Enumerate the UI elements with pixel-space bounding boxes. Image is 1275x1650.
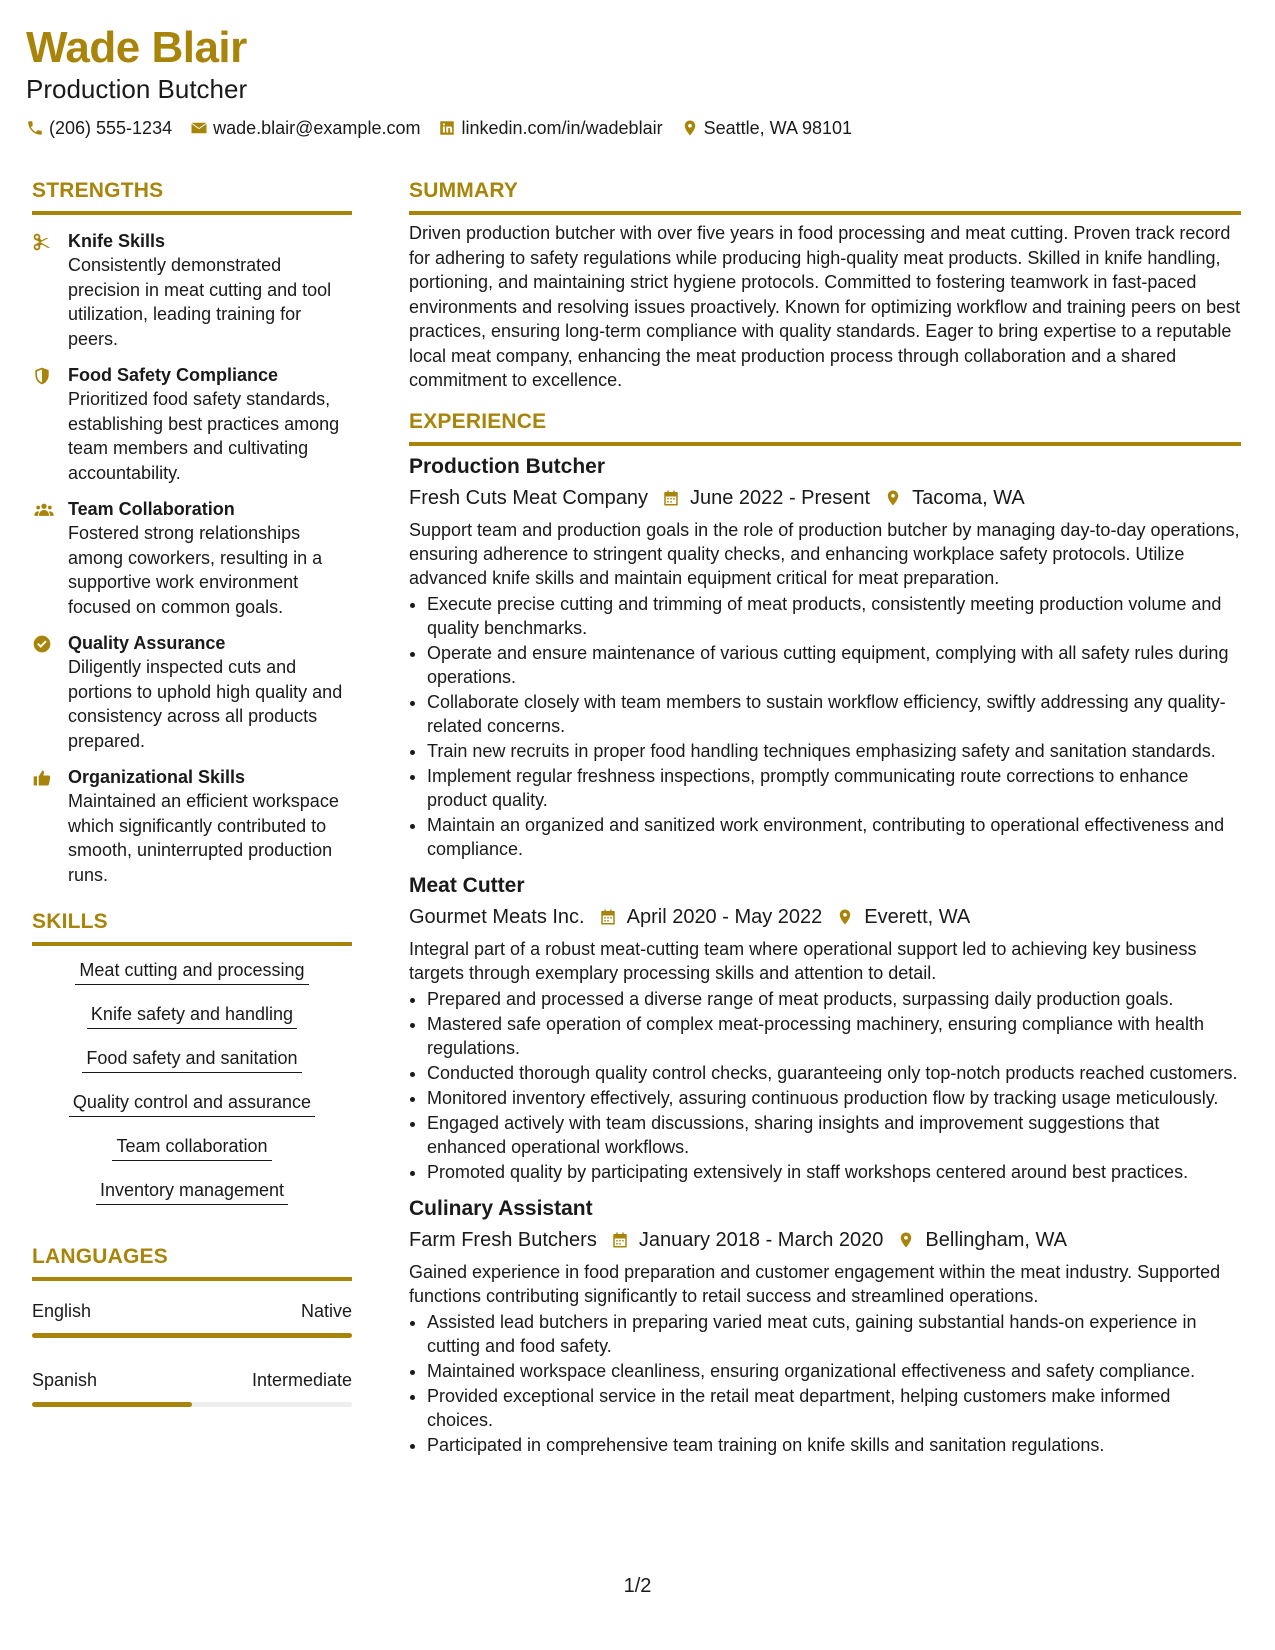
map-pin-icon [836, 908, 854, 926]
job-dates: April 2020 - May 2022 [626, 905, 823, 928]
skill-tag: Quality control and assurance [69, 1090, 315, 1117]
language-item [32, 1368, 352, 1407]
linkedin-icon [438, 119, 456, 137]
job-dates: June 2022 - Present [689, 486, 871, 509]
strengths-heading: STRENGTHS [32, 179, 164, 202]
bullet-item: • Engaged actively with team discussions, sharing insights and improvement suggestions that enhanced operational workflows. [427, 1111, 1241, 1159]
skill-tag: Knife safety and handling [87, 1002, 297, 1029]
contact-linkedin[interactable] [438, 116, 662, 140]
job-meta [409, 904, 1241, 930]
language-level: Intermediate [251, 1370, 352, 1390]
job-entry [409, 454, 1241, 861]
job-bullets [409, 592, 1241, 861]
section-divider [32, 211, 352, 215]
skills-heading: SKILLS [32, 910, 108, 933]
location-text: Seattle, WA 98101 [703, 118, 853, 138]
strength-title: Organizational Skills [68, 767, 246, 787]
strength-item [32, 497, 352, 619]
job-title: Culinary Assistant [409, 1196, 593, 1220]
map-pin-icon [897, 1231, 915, 1249]
strength-title: Knife Skills [68, 231, 166, 251]
job-bullets [409, 1310, 1241, 1457]
summary-text: Driven production butcher with over five years in food processing and meat cutting. Proven track record for adhering to safety regulations while producing high-quality meat products. Skilled in knife handling, portioning, and maintaining strict hygiene protocols. Committed to fostering teamwork in fast-paced environments and resolving issues proactively. Known for optimizing workflow and training peers on best practices, ensuring long-term compliance with quality standards. Eager to bring expertise to a reputable local meat company, enhancing the meat production process through collaboration and a shared commitment to excellence. [409, 223, 1241, 390]
strength-desc: Prioritized food safety standards, establishing best practices among team members and cultivating accountability. [68, 389, 340, 483]
contact-phone[interactable] [26, 116, 172, 140]
check-circle-icon [32, 634, 52, 654]
strength-title: Food Safety Compliance [68, 365, 279, 385]
scissors-icon [32, 232, 52, 252]
phone-text: (206) 555-1234 [49, 118, 173, 138]
section-divider [409, 442, 1241, 446]
bullet-item: • Provided exceptional service in the retail meat department, helping customers make informed choices. [427, 1384, 1241, 1432]
job-meta [409, 1227, 1241, 1253]
strength-title: Quality Assurance [68, 633, 226, 653]
bullet-item: • Prepared and processed a diverse range of meat products, surpassing daily production goals. [427, 987, 1241, 1011]
section-divider [32, 942, 352, 946]
strength-desc: Diligently inspected cuts and portions to uphold high quality and consistency across all products prepared. [68, 657, 343, 751]
shield-icon [32, 366, 52, 386]
bullet-item: • Participated in comprehensive team training on knife skills and sanitation regulations. [427, 1433, 1241, 1457]
job-company: Gourmet Meats Inc. [409, 905, 585, 928]
contact-bar [26, 116, 1246, 140]
map-pin-icon [884, 489, 902, 507]
left-column [32, 178, 352, 1407]
languages-section [32, 1244, 352, 1407]
bullet-item: • Train new recruits in proper food handling techniques emphasizing safety and sanitation standards. [427, 739, 1241, 763]
strengths-section [32, 178, 352, 887]
skills-section [32, 909, 352, 1222]
job-description: Support team and production goals in the role of production butcher by managing day-to-day operations, ensuring adherence to stringent quality checks, and enhancing workplace safety protocols. Utilize advanced knife skills and maintain equipment critical for meat preparation. [409, 519, 1240, 588]
envelope-icon [190, 119, 208, 137]
language-level: Native [300, 1301, 352, 1321]
strength-desc: Consistently demonstrated precision in meat cutting and tool utilization, leading training for peers. [68, 255, 332, 349]
summary-section [409, 178, 1241, 393]
job-location: Everett, WA [864, 905, 971, 928]
bullet-item: • Maintained workspace cleanliness, ensuring organizational effectiveness and safety compliance. [427, 1359, 1241, 1383]
language-item [32, 1299, 352, 1338]
candidate-name: Wade Blair [26, 23, 247, 72]
experience-section [409, 409, 1241, 1457]
language-proficiency-fill [32, 1333, 352, 1338]
language-proficiency-bar [32, 1333, 352, 1338]
job-dates: January 2018 - March 2020 [638, 1228, 884, 1251]
users-icon [32, 500, 56, 520]
strength-desc: Fostered strong relationships among coworkers, resulting in a supportive work environment focused on common goals. [68, 523, 323, 617]
languages-heading: LANGUAGES [32, 1245, 168, 1268]
strength-item [32, 363, 352, 485]
skill-tag: Inventory management [96, 1178, 288, 1205]
linkedin-text: linkedin.com/in/wadeblair [461, 118, 663, 138]
job-title: Production Butcher [409, 454, 606, 478]
job-entry [409, 1196, 1241, 1457]
page-indicator: 1/2 [623, 1575, 652, 1597]
job-title: Meat Cutter [409, 873, 525, 897]
job-company: Fresh Cuts Meat Company [409, 486, 648, 509]
job-location: Tacoma, WA [912, 486, 1025, 509]
bullet-item: • Collaborate closely with team members to sustain workflow efficiency, swiftly addressing any quality-related concerns. [427, 690, 1241, 738]
language-name: Spanish [32, 1370, 98, 1390]
bullet-item: • Conducted thorough quality control checks, guaranteeing only top-notch products reached customers. [427, 1061, 1241, 1085]
calendar-icon [662, 489, 680, 507]
email-text: wade.blair@example.com [213, 118, 421, 138]
right-column [409, 178, 1241, 1458]
bullet-item: • Implement regular freshness inspections, promptly communicating route corrections to enhance product quality. [427, 764, 1241, 812]
bullet-item: • Promoted quality by participating extensively in staff workshops centered around best practices. [427, 1160, 1241, 1184]
phone-icon [26, 119, 44, 137]
job-location: Bellingham, WA [925, 1228, 1067, 1251]
job-entry [409, 873, 1241, 1184]
section-divider [409, 211, 1241, 215]
contact-location [681, 116, 852, 140]
job-meta [409, 485, 1241, 511]
bullet-item: • Monitored inventory effectively, assuring continuous production flow by tracking usage meticulously. [427, 1086, 1241, 1110]
experience-heading: EXPERIENCE [409, 409, 547, 433]
job-description: Integral part of a robust meat-cutting team where operational support led to achieving key business targets through exemplary processing skills and attention to detail. [409, 938, 1197, 983]
bullet-item: • Maintain an organized and sanitized work environment, contributing to operational effectiveness and compliance. [427, 813, 1241, 861]
skill-tag: Food safety and sanitation [82, 1046, 301, 1073]
strength-title: Team Collaboration [68, 499, 235, 519]
candidate-role: Production Butcher [26, 74, 248, 104]
bullet-item: • Assisted lead butchers in preparing varied meat cuts, gaining substantial hands-on experience in cutting and food safety. [427, 1310, 1241, 1358]
summary-heading: SUMMARY [409, 179, 519, 202]
job-description: Gained experience in food preparation and customer engagement within the meat industry. Supported functions contributing significantly to retail success and streamlined operations. [409, 1261, 1221, 1306]
map-pin-icon [681, 119, 699, 137]
job-bullets [409, 987, 1241, 1184]
language-proficiency-bar [32, 1402, 352, 1407]
strength-desc: Maintained an efficient workspace which significantly contributed to smooth, uninterrupted production runs. [68, 791, 339, 885]
skills-list [32, 958, 352, 1222]
language-proficiency-fill [32, 1402, 192, 1407]
resume-header [26, 22, 1246, 140]
strength-item [32, 765, 352, 887]
bullet-item: • Operate and ensure maintenance of various cutting equipment, complying with all safety rules during operations. [427, 641, 1241, 689]
skill-tag: Meat cutting and processing [75, 958, 308, 985]
section-divider [32, 1277, 352, 1281]
calendar-icon [599, 908, 617, 926]
bullet-item: • Mastered safe operation of complex meat-processing machinery, ensuring compliance with health regulations. [427, 1012, 1241, 1060]
strength-item [32, 631, 352, 753]
skill-tag: Team collaboration [112, 1134, 271, 1161]
language-name: English [32, 1301, 92, 1321]
thumbs-up-icon [32, 768, 52, 788]
calendar-icon [611, 1231, 629, 1249]
strength-item [32, 229, 352, 351]
bullet-item: • Execute precise cutting and trimming of meat products, consistently meeting production volume and quality benchmarks. [427, 592, 1241, 640]
contact-email[interactable] [190, 116, 420, 140]
strengths-list [32, 229, 352, 887]
job-company: Farm Fresh Butchers [409, 1228, 597, 1251]
